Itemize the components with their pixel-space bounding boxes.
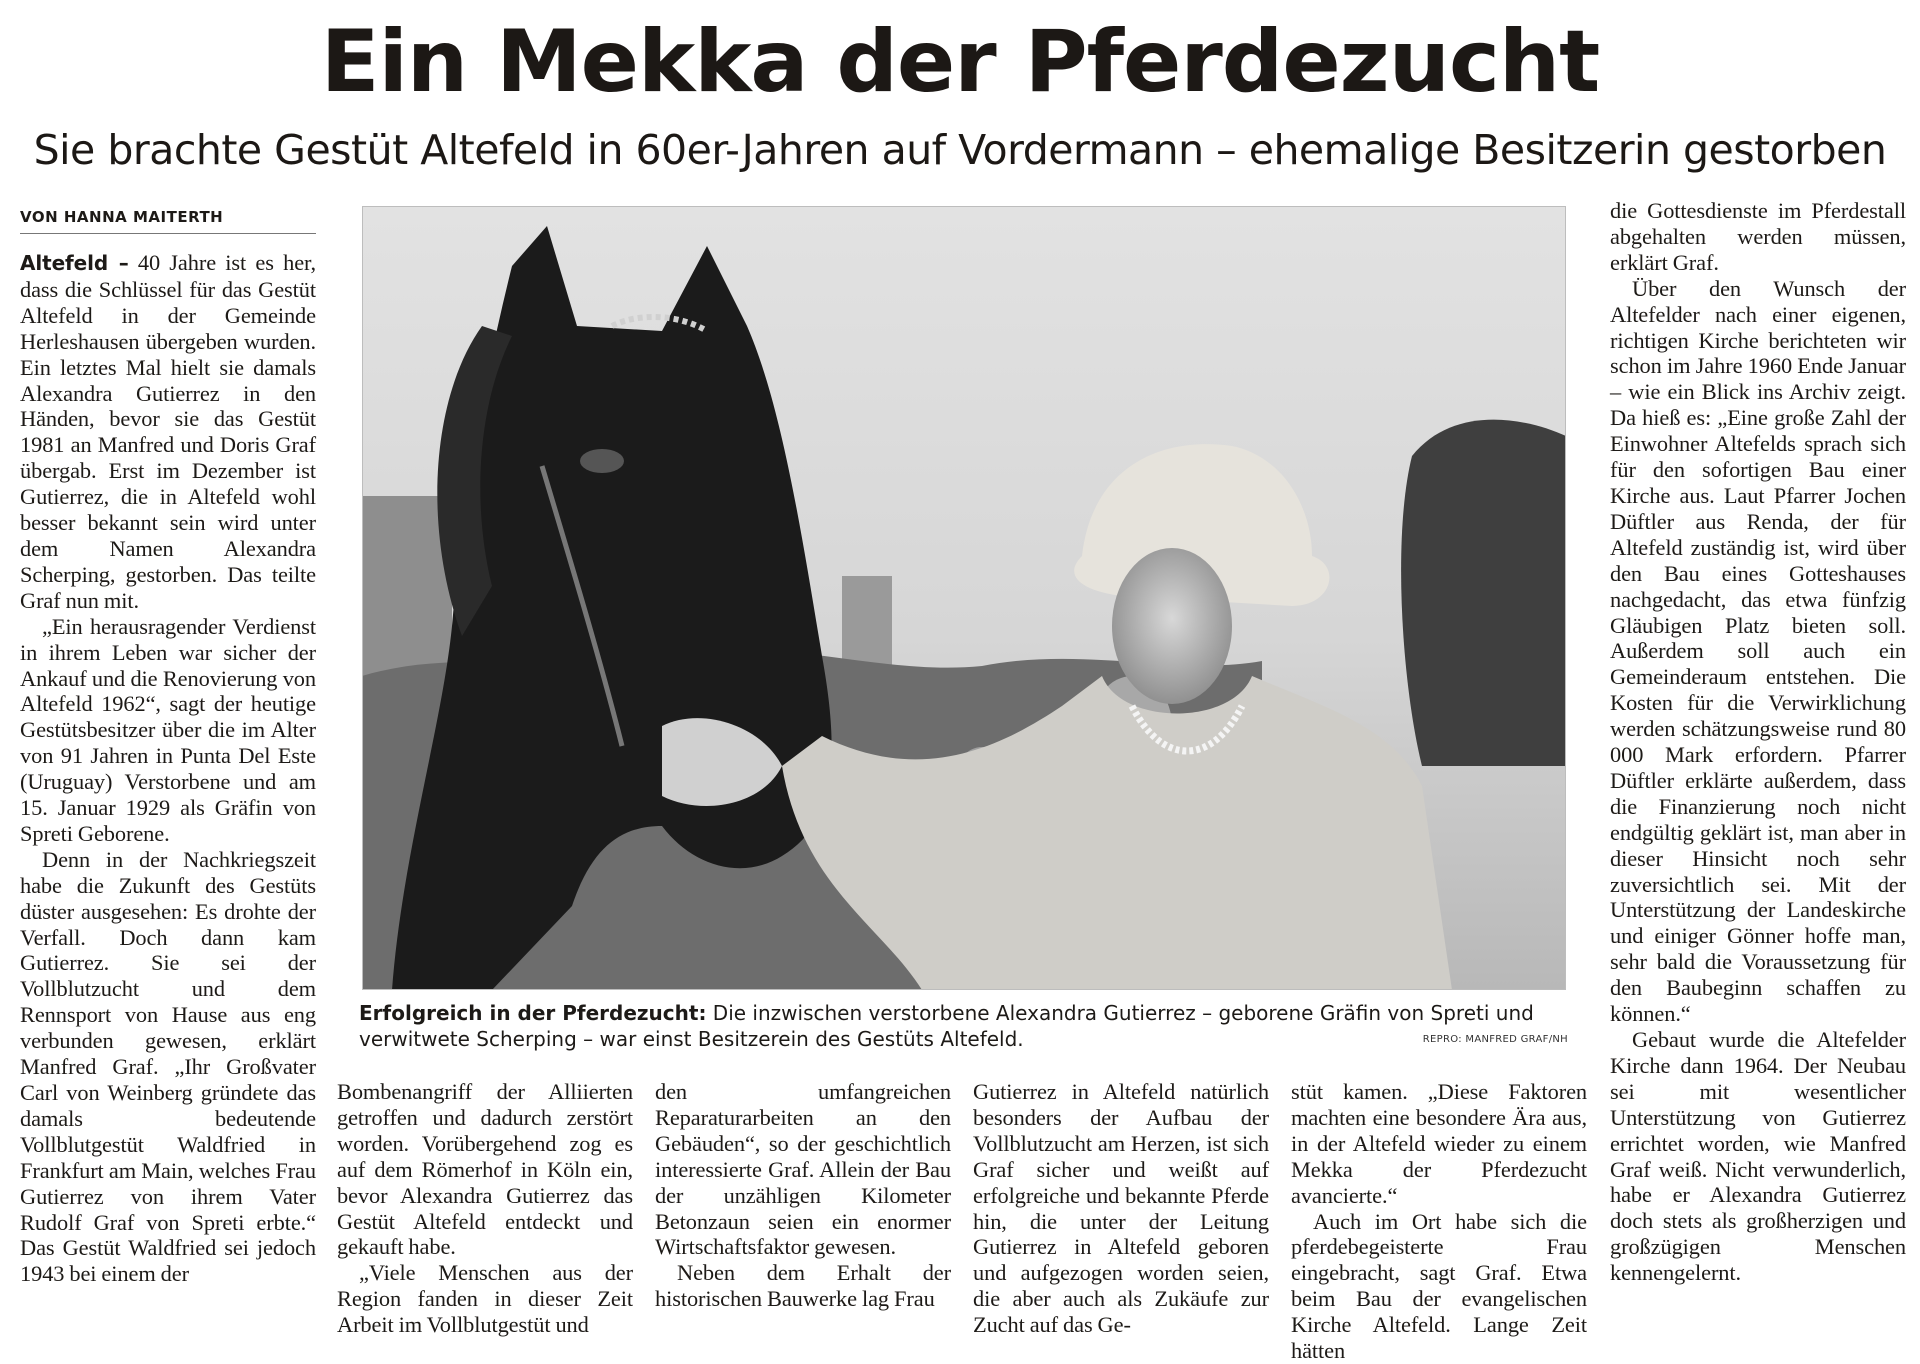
paragraph: Bombenangriff der Alliierten getroffen und dadurch zerstört worden. Vorübergehend zog es auf dem Römerhof in Köln ein, bevor Alexandra Gutierrez das Gestüt Altefeld entdeckt und gekauft habe.	[337, 1079, 633, 1260]
paragraph: „Viele Menschen aus der Region fanden in dieser Zeit Arbeit im Vollblutgestüt und	[337, 1260, 633, 1338]
paragraph: den umfangreichen Reparaturarbeiten an den Gebäuden“, so der geschichtlich interessierte Graf. Allein der Bau der unzähligen Kilometer Betonzaun seien ein enormer Wirtschaftsfaktor gewesen.	[655, 1079, 951, 1260]
tree-silhouette	[1401, 420, 1566, 766]
photo-credit: REPRO: MANFRED GRAF/NH	[1422, 1034, 1568, 1045]
column-2	[337, 1079, 633, 1338]
paragraph: Über den Wunsch der Altefelder nach einer eigenen, richtigen Kirche berichteten wir schon im Jahre 1960 Ende Januar – wie ein Blick ins Archiv zeigt. Da hieß es: „Eine große Zahl der Einwohner Altefelds sprach sich für den sofortigen Bau einer Kirche aus. Laut Pfarrer Jochen Düftler aus Renda, der für Altefeld zuständig ist, wird über den Bau eines Gotteshauses nachgedacht, das etwa fünfzig Gläubigen Platz bieten soll. Außerdem soll auch ein Gemeinderaum entstehen. Die Kosten für die Verwirklichung werden schätzungsweise rund 80 000 Mark erfordern. Pfarrer Düftler erklärte außerdem, dass die Finanzierung noch nicht endgültig geklärt ist, man aber in dieser Hinsicht noch sehr zuversichtlich sei. Mit der Unterstützung der Landeskirche und einiger Gönner hoffe man, sehr bald die Voraussetzung für den Baubeginn schaffen zu können.“	[1610, 275, 1906, 1027]
paragraph-text: 40 Jahre ist es her, dass die Schlüssel für das Gestüt Altefeld in der Gemeinde Herleshausen übergeben wurden. Ein letztes Mal hielt sie damals Alexandra Gutierrez in den Händen, bevor sie das Gestüt 1981 an Manfred und Doris Graf übergab. Erst im Dezember ist Gutierrez, die in Altefeld wohl besser bekannt sein wird unter dem Namen Alexandra Scherping, gestorben. Das teilte Graf nun mit.	[20, 250, 316, 613]
subheadline: Sie brachte Gestüt Altefeld in 60er-Jahren auf Vordermann – ehemalige Besitzerin gestorben	[33, 126, 1887, 174]
dateline: Altefeld –	[20, 251, 129, 275]
paragraph: stüt kamen. „Diese Faktoren machten eine besondere Ära aus, in der Altefeld wieder zu einem Mekka der Pferdezucht avancierte.“	[1291, 1079, 1587, 1208]
headline: Ein Mekka der Pferdezucht	[320, 12, 1600, 112]
caption-lead: Erfolgreich in der Pferdezucht:	[359, 1001, 707, 1025]
paragraph: Denn in der Nachkriegszeit habe die Zukunft des Gestüts düster ausgesehen: Es drohte der Verfall. Doch dann kam Gutierrez. Sie sei der Vollblutzucht und dem Rennsport von Hause aus eng verbunden gewesen, erklärt Manfred Graf. „Ihr Großvater Carl von Weinberg gründete das damals bedeutende Vollblutgestüt Waldfried in Frankfurt am Main, welches Frau Gutierrez von ihrem Vater Rudolf Graf von Spreti erbte.“ Das Gestüt Waldfried sei jedoch 1943 bei einem der	[20, 846, 316, 1287]
byline: VON HANNA MAITERTH	[20, 208, 316, 234]
paragraph: die Gottesdienste im Pferdestall abgehalten werden müssen, erklärt Graf.	[1610, 198, 1906, 275]
column-1	[20, 250, 316, 1287]
column-4	[973, 1079, 1269, 1338]
paragraph: Auch im Ort habe sich die pferdebegeisterte Frau eingebracht, sagt Graf. Etwa beim Bau der evangelischen Kirche Altefeld. Lange Zeit hätten	[1291, 1208, 1587, 1364]
paragraph: „Ein herausragender Verdienst in ihrem Leben war sicher der Ankauf und die Renovierung von Altefeld 1962“, sagt der heutige Gestütsbesitzer über die im Alter von 91 Jahren in Punta Del Este (Uruguay) Verstorbene und am 15. Januar 1929 als Gräfin von Spreti Geborene.	[20, 613, 316, 846]
paragraph	[20, 250, 316, 614]
caption-text: Die inzwischen verstorbene Alexandra Gutierrez – geborene Gräfin von Spreti und verwitwete Scherping – war einst Besitzerein des Gestüts Altefeld.	[359, 1001, 1534, 1051]
paragraph: Gutierrez in Altefeld natürlich besonders der Aufbau der Vollblutzucht am Herzen, ist sich Graf sicher und weißt auf erfolgreiche und bekannte Pferde hin, die unter der Leitung Gutierrez in Altefeld geboren und aufgezogen worden seien, die aber auch als Zukäufe zur Zucht auf das Ge-	[973, 1079, 1269, 1338]
paragraph: Gebaut wurde die Altefelder Kirche dann 1964. Der Neubau sei mit wesentlicher Unterstützung von Gutierrez errichtet worden, wie Manfred Graf weiß. Nicht verwunderlich, habe er Alexandra Gutierrez doch stets als großherzigen und großzügigen Menschen kennengelernt.	[1610, 1027, 1906, 1286]
paragraph: Neben dem Erhalt der historischen Bauwerke lag Frau	[655, 1260, 951, 1312]
column-5	[1291, 1079, 1587, 1364]
photo-horse-and-woman	[362, 206, 1566, 990]
photo-caption	[359, 1000, 1569, 1052]
horse-eye	[580, 449, 624, 473]
woman-face	[1112, 548, 1232, 704]
column-3	[655, 1079, 951, 1312]
column-6	[1610, 198, 1906, 1286]
